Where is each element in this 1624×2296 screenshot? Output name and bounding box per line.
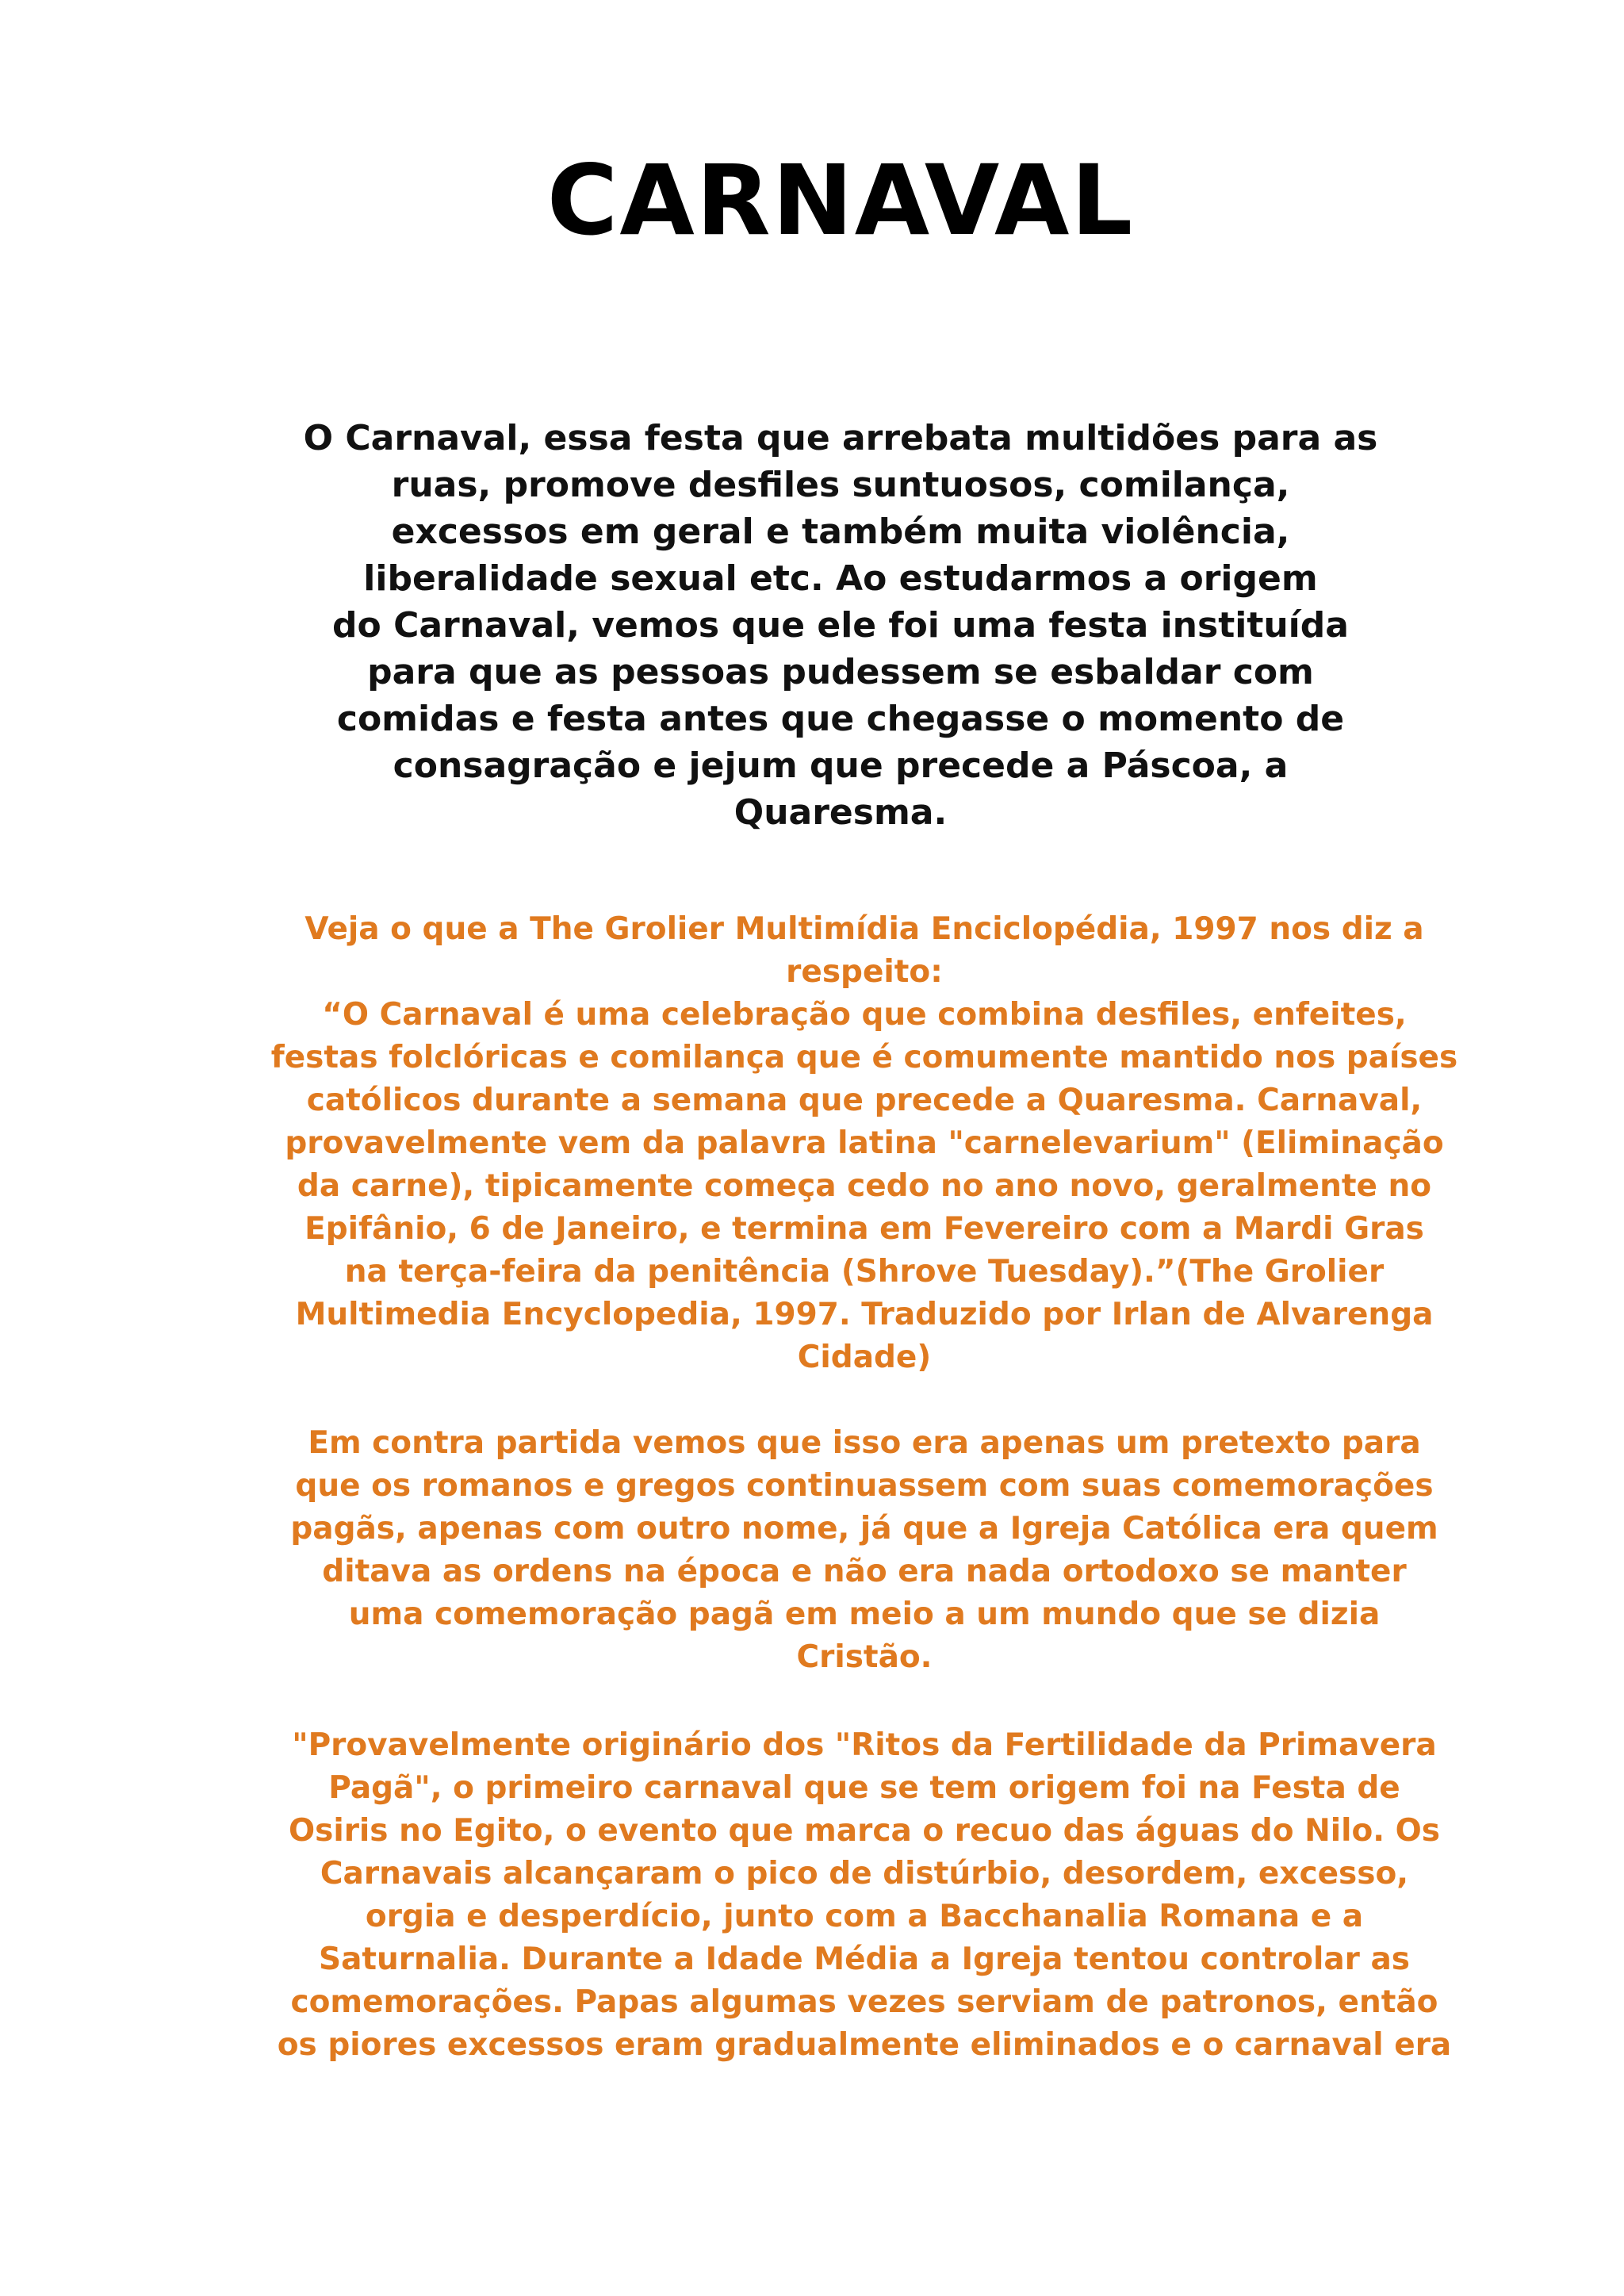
grolier-line: Veja o que a The Grolier Multimídia Enciclopédia, 1997 nos diz a: [304, 911, 1424, 947]
grolier-line: Cidade): [797, 1340, 932, 1375]
origin-line: Saturnalia. Durante a Idade Média a Igreja tentou controlar as: [318, 1941, 1410, 1977]
grolier-line: Epifânio, 6 de Janeiro, e termina em Fevereiro com a Mardi Gras: [304, 1211, 1424, 1247]
origin-line: Pagã", o primeiro carnaval que se tem origem foi na Festa de: [328, 1770, 1400, 1806]
origin-line: orgia e desperdício, junto com a Bacchanalia Romana e a: [365, 1899, 1364, 1934]
origin-line: comemorações. Papas algumas vezes serviam de patronos, então: [290, 1984, 1438, 2020]
intro-line: Quaresma.: [733, 792, 948, 833]
grolier-line: da carne), tipicamente começa cedo no ano novo, geralmente no: [297, 1168, 1432, 1204]
grolier-line: provavelmente vem da palavra latina "carnelevarium" (Eliminação: [285, 1125, 1444, 1161]
intro-line: liberalidade sexual etc. Ao estudarmos a origem: [363, 558, 1318, 599]
page-title: CARNAVAL: [546, 144, 1135, 257]
origin-line: os piores excessos eram gradualmente eliminados e o carnaval era: [277, 2027, 1452, 2063]
contra-line: Em contra partida vemos que isso era apenas um pretexto para: [308, 1425, 1421, 1461]
contra-line: uma comemoração pagã em meio a um mundo que se dizia: [348, 1596, 1381, 1632]
intro-line: O Carnaval, essa festa que arrebata multidões para as: [303, 418, 1378, 458]
origin-line: "Provavelmente originário dos "Ritos da Fertilidade da Primavera: [292, 1727, 1437, 1763]
intro-line: comidas e festa antes que chegasse o momento de: [336, 699, 1345, 739]
grolier-quote-paragraph: [230, 908, 1499, 1379]
grolier-line: festas folclóricas e comilança que é comumente mantido nos países: [270, 1040, 1458, 1075]
intro-line: para que as pessoas pudessem se esbaldar com: [367, 652, 1314, 692]
contra-line: ditava as ordens na época e não era nada ortodoxo se manter: [322, 1554, 1407, 1589]
intro-paragraph: [230, 415, 1451, 836]
intro-line: excessos em geral e também muita violência,: [391, 512, 1290, 552]
grolier-line: “O Carnaval é uma celebração que combina desfiles, enfeites,: [322, 997, 1407, 1033]
intro-line: do Carnaval, vemos que ele foi uma festa instituída: [332, 605, 1349, 646]
origin-paragraph: [230, 1724, 1499, 2067]
grolier-line: respeito:: [786, 954, 943, 990]
contra-line: pagãs, apenas com outro nome, já que a Igreja Católica era quem: [290, 1511, 1438, 1547]
contra-line: que os romanos e gregos continuassem com suas comemorações: [295, 1468, 1434, 1504]
origin-line: Osiris no Egito, o evento que marca o recuo das águas do Nilo. Os: [288, 1813, 1441, 1849]
grolier-line: católicos durante a semana que precede a Quaresma. Carnaval,: [306, 1083, 1423, 1118]
intro-line: ruas, promove desfiles suntuosos, comilança,: [391, 465, 1290, 505]
grolier-line: Multimedia Encyclopedia, 1997. Traduzido por Irlan de Alvarenga: [295, 1297, 1434, 1332]
contra-line: Cristão.: [796, 1639, 933, 1675]
origin-line: Carnavais alcançaram o pico de distúrbio, desordem, excesso,: [320, 1856, 1409, 1892]
grolier-line: na terça-feira da penitência (Shrove Tuesday).”(The Grolier: [344, 1254, 1385, 1290]
intro-line: consagração e jejum que precede a Páscoa, a: [393, 746, 1289, 786]
contra-partida-paragraph: [230, 1422, 1499, 1679]
